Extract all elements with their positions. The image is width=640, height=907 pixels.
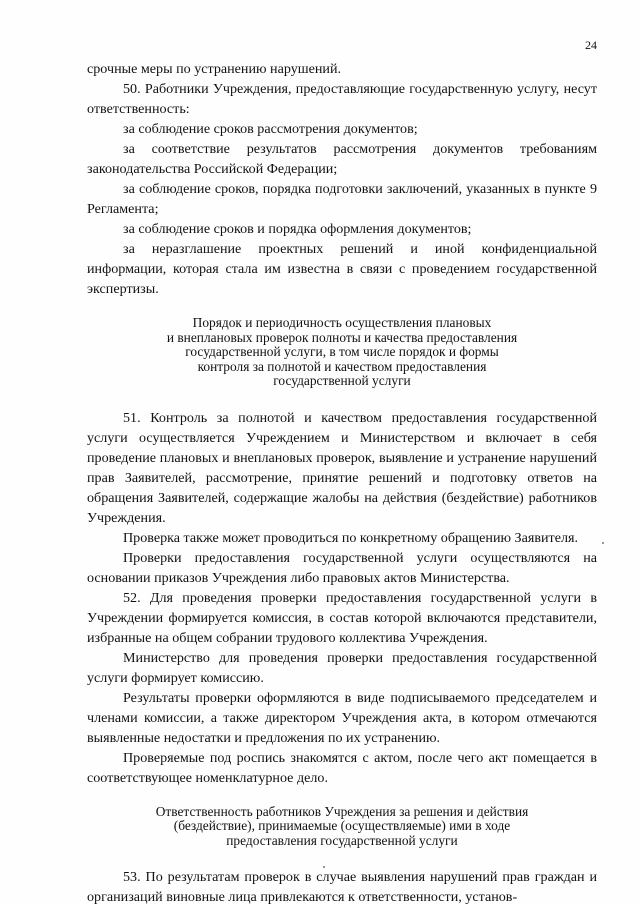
heading-line: предоставления государственной услуги xyxy=(226,832,458,848)
paragraph: Проверка также может проводиться по конкретному обращению Заявителя. xyxy=(123,529,578,546)
paragraph: 52. Для проведения проверки предоставления государственной услуги в Учреждении формируется комиссия, в состав которой включаются представители, избранные на общем собрании трудового коллектива Учреждения. xyxy=(87,589,597,646)
paragraph: Проверяемые под роспись знакомятся с актом, после чего акт помещается в соответствующее номенклатурное дело. xyxy=(87,749,597,786)
paragraph: 53. По результатам проверок в случае выявления нарушений прав граждан и организаций виновные лица привлекаются к ответственности, установ- xyxy=(87,869,597,905)
section-clause-53 xyxy=(87,867,597,907)
heading-line: (бездействие), принимаемые (осуществляемые) ими в ходе xyxy=(173,818,511,833)
heading-line: Порядок и периодичность осуществления плановых xyxy=(192,315,492,330)
scan-speck xyxy=(602,542,604,544)
heading-line: контроля за полнотой и качеством предоставления xyxy=(197,358,487,374)
paragraph: за соблюдение сроков и порядка оформления документов; xyxy=(123,221,472,237)
paragraph: 51. Контроль за полнотой и качеством предоставления государственной услуги осуществляется Учреждением и Министерством и включает в себя проведение плановых и внеплановых проверок, выявление и устранение нарушений прав Заявителей, рассмотрение, принятие решений и подготовку ответов на обращения Заявителей, содержащие жалобы на действия (бездействие) работников Учреждения. xyxy=(87,409,597,526)
paragraph: Министерство для проведения проверки предоставления государственной услуги формирует комиссию. xyxy=(87,649,597,686)
paragraph: за неразглашение проектных решений и иной конфиденциальной информации, которая стала им известна в связи с проведением государственной экспертизы. xyxy=(87,241,597,297)
heading-line: и внеплановых проверок полноты и качества предоставления xyxy=(166,329,518,345)
heading-line: государственной услуги xyxy=(273,373,411,388)
paragraph: за соответствие результатов рассмотрения документов требованиям законодательства Российской Федерации; xyxy=(87,141,597,177)
paragraph: за соблюдение сроков рассмотрения документов; xyxy=(123,121,418,137)
paragraph: Результаты проверки оформляются в виде подписываемого председателем и членами комиссии, а также директором Учреждения акта, в котором отмечаются выявленные недостатки и предложения по их устранению. xyxy=(87,689,597,746)
section-clauses-51-52 xyxy=(87,408,597,788)
heading-line: Ответственность работников Учреждения за решения и действия xyxy=(155,803,529,819)
paragraph: 50. Работники Учреждения, предоставляющие государственную услугу, несут ответственность: xyxy=(87,81,597,117)
section-heading-control xyxy=(87,316,597,389)
paragraph: Проверки предоставления государственной услуги осуществляются на основании приказов Учреждения либо правовых актов Министерства. xyxy=(87,549,597,586)
page-number: 24 xyxy=(585,38,597,52)
paragraph: за соблюдение сроков, порядка подготовки заключений, указанных в пункте 9 Регламента; xyxy=(87,181,597,217)
section-heading-responsibility xyxy=(87,805,597,849)
paragraph: срочные меры по устранению нарушений. xyxy=(87,61,342,77)
section-clause-50 xyxy=(87,59,597,299)
heading-line: государственной услуги, в том числе порядок и формы xyxy=(185,344,499,359)
scan-speck xyxy=(323,866,325,868)
document-body xyxy=(87,59,597,907)
